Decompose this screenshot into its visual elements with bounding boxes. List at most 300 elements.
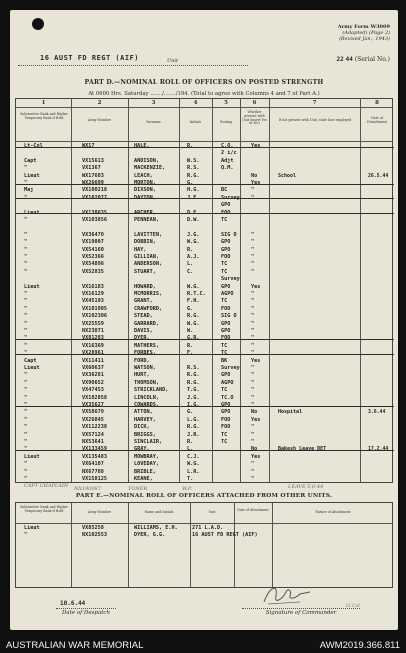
employment-cell: Hospital <box>278 409 303 416</box>
posting-cell: TC <box>221 268 228 275</box>
army-number-cell: VX19007 <box>82 239 104 246</box>
initials-cell: R.S. <box>187 165 200 172</box>
officer-row <box>16 446 394 453</box>
rank-cell: " <box>24 439 28 445</box>
initials-cell: J.R. <box>187 431 200 438</box>
initials-cell: C.J. <box>187 453 200 460</box>
column-header: Date of Detachment <box>367 116 387 124</box>
rank-cell: " <box>24 335 28 342</box>
surname-cell: LINCOLN, <box>134 394 159 401</box>
surname-cell: GARRARD, <box>134 320 159 327</box>
surname-cell: BRIGGS, <box>134 431 156 438</box>
form-revised: (Revised Jan., 1943) <box>338 36 390 42</box>
initials-cell: G. <box>187 180 194 186</box>
column-header: Surname <box>146 120 161 124</box>
commander-rank-stamp: Lt Col <box>346 604 360 609</box>
punch-hole <box>32 18 44 30</box>
surname-cell: STEAD, <box>134 313 153 320</box>
posting-cell: GPO <box>221 402 231 408</box>
serial-value-2: 44 <box>345 56 353 63</box>
strikethrough-line <box>16 406 394 407</box>
initials-cell: W. <box>187 328 194 334</box>
present-cell: " <box>251 261 255 268</box>
rank-cell: " <box>24 350 28 357</box>
present-cell: " <box>251 231 255 238</box>
initials-cell: J.E. <box>187 194 200 201</box>
column-header: If not present with Unit, state how employed <box>278 118 352 122</box>
part-e-title: PART E.—NOMINAL ROLL OF OFFICERS ATTACHED FROM OTHER UNITS. <box>75 493 333 499</box>
column-header: Initials <box>189 120 202 124</box>
attached-officers-table <box>15 502 393 588</box>
rank-cell: " <box>24 424 28 431</box>
surname-cell: FORBES, <box>134 350 156 357</box>
army-number-cell: NX23071 <box>82 328 104 334</box>
officer-row <box>16 439 394 446</box>
strikethrough-line <box>16 213 394 214</box>
strikethrough-line <box>16 450 394 451</box>
officer-row <box>16 395 394 402</box>
name-cell: DYER, G.G. <box>134 532 166 538</box>
initials-cell: H.G. <box>187 187 200 194</box>
serial-label: (Serial No.) <box>354 56 390 63</box>
posting-cell: FOO <box>221 416 231 423</box>
army-number-cell: VX47453 <box>82 387 104 394</box>
army-number-cell: VX25559 <box>82 320 104 327</box>
officers-table <box>15 98 393 483</box>
present-cell: " <box>251 372 255 379</box>
initials-cell: R. <box>187 246 194 253</box>
surname-cell: DYER, <box>134 335 150 342</box>
col-number: 6 <box>252 100 257 106</box>
col-number: 3 <box>151 100 156 106</box>
initials-cell: R. <box>187 143 194 149</box>
officer-row <box>16 158 394 165</box>
rank-cell: " <box>24 268 28 275</box>
archive-caption <box>0 638 406 653</box>
present-cell: " <box>251 431 255 438</box>
officer-row <box>16 461 394 468</box>
detachment-date-cell: 3.6.44 <box>368 410 386 416</box>
surname-cell: HALE, <box>134 143 150 149</box>
initials-cell: W.G. <box>187 283 200 290</box>
initials-cell: W.G. <box>187 239 200 246</box>
present-cell: Yes <box>251 453 261 460</box>
col-number: 5 <box>224 100 228 106</box>
surname-cell: GRANT, <box>134 298 153 305</box>
rank-cell: " <box>24 387 28 394</box>
officer-row <box>16 343 394 350</box>
rank-cell: " <box>24 379 28 386</box>
initials-cell: R.G. <box>187 172 200 179</box>
army-number-cell: NX102553 <box>82 532 107 538</box>
posting-cell: GPO <box>221 246 231 253</box>
officer-row <box>16 417 394 424</box>
surname-cell: THOMSON, <box>134 379 159 386</box>
surname-cell: HURT, <box>134 372 150 379</box>
col-number: 2 <box>97 100 102 106</box>
officer-row <box>16 454 394 461</box>
present-cell: No <box>251 409 258 416</box>
army-number-cell: VX133459 <box>82 446 107 453</box>
surname-cell: ANDISON, <box>134 157 159 164</box>
posting-cell: FOO <box>221 254 231 260</box>
posting-cell: TC.O <box>221 394 234 401</box>
strikethrough-line <box>16 147 394 148</box>
posting-cell: TC <box>221 217 228 223</box>
rank-cell: " <box>24 291 28 297</box>
rank-cell: " <box>24 194 28 201</box>
officer-row <box>16 284 394 291</box>
surname-cell: ATTON, <box>134 409 153 416</box>
army-number-cell: VX57124 <box>82 431 104 438</box>
officer-row <box>16 143 394 150</box>
army-number-cell: VX36470 <box>82 231 104 238</box>
army-number-cell: VX58679 <box>82 409 104 416</box>
initials-cell: W.G. <box>187 461 200 468</box>
present-cell: " <box>251 335 255 342</box>
officer-row <box>16 195 394 202</box>
surname-cell: LEACH, <box>134 172 153 179</box>
officer-row <box>16 247 394 254</box>
rank-cell: " <box>24 328 28 334</box>
army-number-cell: WX17603 <box>82 172 104 179</box>
army-number-cell: VX16183 <box>82 283 104 290</box>
initials-cell: G. <box>187 305 194 312</box>
surname-cell: HARVEY, <box>134 416 156 423</box>
rank-cell: " <box>24 254 28 260</box>
chaplain-number: NX190087 <box>74 486 102 492</box>
surname-cell: BRIBLE, <box>134 468 156 475</box>
rank-cell: " <box>24 446 28 453</box>
present-cell: " <box>251 461 255 468</box>
column-header: Army Number <box>88 510 111 514</box>
posting-cell: Survey <box>221 276 240 283</box>
posting-cell: TC <box>221 431 228 438</box>
surname-cell: SINCLAIR, <box>134 439 163 445</box>
officer-row <box>16 372 394 379</box>
present-cell: " <box>251 298 255 305</box>
col-number: 7 <box>312 100 317 106</box>
rank-cell: " <box>24 180 28 186</box>
officer-row <box>16 328 394 335</box>
name-cell: WILLIAMS, E.H. <box>134 525 178 531</box>
posting-cell: TC <box>221 261 228 268</box>
present-cell: " <box>251 291 255 297</box>
rank-cell: " <box>24 239 28 246</box>
rank-cell: Lieut <box>24 453 40 460</box>
posting-cell: BK <box>221 357 228 364</box>
army-number-cell: WX26699 <box>82 180 104 186</box>
army-number-cell: VX16129 <box>82 291 104 297</box>
initials-cell: R.S. <box>187 365 200 371</box>
army-number-cell: VX90652 <box>82 379 104 386</box>
posting-cell: Q.M. <box>221 165 234 172</box>
surname-cell: STRICKLAND, <box>134 387 169 394</box>
army-number-cell: VX102077 <box>82 194 107 201</box>
initials-cell: I.G. <box>187 402 200 408</box>
rank-cell: " <box>24 476 28 482</box>
present-cell: " <box>251 350 255 357</box>
initials-cell: R. <box>187 342 194 349</box>
officer-row <box>16 358 394 365</box>
army-number-cell: VX26845 <box>82 416 104 423</box>
initials-cell: D.W. <box>187 217 200 223</box>
posting-cell: Adjt <box>221 157 234 164</box>
officer-row <box>16 306 394 313</box>
present-cell: " <box>251 476 255 482</box>
present-cell: " <box>251 239 255 246</box>
posting-cell: GPO <box>221 202 231 209</box>
surname-cell: GRAY, <box>134 446 150 453</box>
army-number-cell: VX64107 <box>82 461 104 468</box>
present-cell: " <box>251 424 255 431</box>
present-cell: " <box>251 328 255 334</box>
army-number-cell: VX1367 <box>82 165 101 172</box>
army-number-cell: VX11411 <box>82 357 104 364</box>
surname-cell: DAVIS, <box>134 328 153 334</box>
army-number-cell: NX67708 <box>82 468 104 475</box>
officer-row <box>16 173 394 180</box>
initials-cell: T.G. <box>187 387 200 394</box>
initials-cell: R.T.C. <box>187 291 206 297</box>
officer-row <box>16 350 394 357</box>
initials-cell: G.R. <box>187 335 200 342</box>
present-cell: " <box>251 365 255 371</box>
surname-cell: DAYTON, <box>134 194 156 201</box>
posting-cell: TC <box>221 387 228 394</box>
officer-row <box>16 165 394 172</box>
army-number-cell: VX54896 <box>82 261 104 268</box>
employment-cell: School <box>278 172 297 179</box>
present-cell: " <box>251 313 255 320</box>
officer-row <box>16 261 394 268</box>
posting-cell: Survey <box>221 365 240 371</box>
present-cell: Yes <box>251 416 261 423</box>
rank-cell: Maj <box>24 187 34 194</box>
present-cell: " <box>251 387 255 394</box>
rank-cell: Lt-Col <box>24 143 43 149</box>
army-number-cell: VX54160 <box>82 246 104 253</box>
officer-row <box>16 210 394 217</box>
officer-row <box>16 202 394 209</box>
surname-cell: HAY, <box>134 246 147 253</box>
column-header: Whether present with Unit (insert Yes or No) <box>241 110 268 126</box>
surname-cell: PENNEAN, <box>134 217 159 223</box>
rank-cell: Capt <box>24 157 37 164</box>
posting-cell: BC <box>221 187 228 194</box>
initials-cell: W.G. <box>187 320 200 327</box>
officer-row <box>16 469 394 476</box>
surname-cell: ANDERSON, <box>134 261 163 268</box>
column-header: Substantive Rank and Higher Temporary Rank if Held <box>20 505 68 513</box>
form-identifier <box>338 24 390 42</box>
rank-cell: Lieut <box>24 365 40 371</box>
officer-row <box>16 224 394 231</box>
despatch-date-value: 10.6.44 <box>60 600 86 607</box>
present-cell: " <box>251 342 255 349</box>
present-cell: " <box>251 402 255 408</box>
army-number-cell: VX28961 <box>82 350 104 357</box>
officer-row <box>16 239 394 246</box>
chaplain-leave: LEAVE 5-6-44 <box>288 484 324 490</box>
officer-row <box>16 321 394 328</box>
present-cell: " <box>251 468 255 475</box>
part-d-subtitle: At 0600 Hrs. Saturday ......./......./194. (Total to agree with Columns 4 and 7 of Part A.) <box>88 91 320 97</box>
initials-cell: F.H. <box>187 298 200 305</box>
rank-cell: Lieut <box>24 209 40 216</box>
posting-cell: GPO <box>221 320 231 327</box>
surname-cell: DOBBIN, <box>134 239 156 246</box>
army-number-cell: VX101905 <box>82 305 107 312</box>
posting-cell: AGPO <box>221 379 234 386</box>
attached-row <box>16 532 394 539</box>
rank-cell: " <box>24 416 28 423</box>
col-number: 8 <box>375 100 379 106</box>
initials-cell: C. <box>187 268 194 275</box>
present-cell: " <box>251 394 255 401</box>
serial-value: 22 <box>336 56 344 63</box>
officer-row <box>16 313 394 320</box>
initials-cell: J.G. <box>187 394 200 401</box>
unit-label: Unit <box>167 58 179 64</box>
rank-cell: " <box>24 231 28 238</box>
present-cell: " <box>251 254 255 260</box>
rank-cell: " <box>24 532 28 538</box>
army-number-cell: VX112238 <box>82 424 107 431</box>
army-number-cell: VX36281 <box>82 372 104 379</box>
surname-cell: ARCHER, <box>134 209 156 216</box>
surname-cell: HOWARD, <box>134 283 156 290</box>
present-cell: " <box>251 194 255 201</box>
strikethrough-line <box>16 198 394 199</box>
initials-cell: F. <box>187 350 194 357</box>
rank-cell: " <box>24 342 28 349</box>
rank-cell: Lieut <box>24 283 40 290</box>
posting-cell: TC <box>221 350 228 357</box>
surname-cell: KEANE, <box>134 476 153 482</box>
initials-cell: T. <box>187 476 194 482</box>
officer-row <box>16 298 394 305</box>
rank-cell: " <box>24 372 28 379</box>
strikethrough-line <box>16 354 394 355</box>
army-number-cell: VX138635 <box>82 209 107 216</box>
initials-cell: A.J. <box>187 254 200 260</box>
officer-row <box>16 365 394 372</box>
present-cell: Yes <box>251 283 261 290</box>
army-number-cell: VX158125 <box>82 476 107 482</box>
army-number-cell: VX135483 <box>82 453 107 460</box>
officer-row <box>16 232 394 239</box>
posting-cell: SIG O <box>221 231 237 238</box>
rank-cell: " <box>24 246 28 253</box>
initials-cell: L.R. <box>187 468 200 475</box>
initials-cell: R.G. <box>187 372 200 379</box>
surname-cell: MORTON, <box>134 180 156 186</box>
rank-cell: " <box>24 320 28 327</box>
posting-cell: TC <box>221 439 228 445</box>
rank-cell: " <box>24 394 28 401</box>
surname-cell: MCMORRIS, <box>134 291 163 297</box>
chaplain-surname: TONER <box>128 486 148 492</box>
posting-cell: GPO <box>221 409 231 416</box>
rank-cell: " <box>24 261 28 268</box>
present-cell: " <box>251 246 255 253</box>
present-cell: " <box>251 320 255 327</box>
column-header: Name and Initials <box>144 510 174 514</box>
signature-label: Signature of Commander <box>242 608 360 616</box>
surname-cell: CRAWFORD, <box>134 305 163 312</box>
rank-cell: " <box>24 217 28 223</box>
initials-cell: R.G. <box>187 424 200 431</box>
initials-cell: W.S. <box>187 157 200 164</box>
army-number-cell: VX35627 <box>82 402 104 408</box>
initials-cell: G. <box>187 409 194 416</box>
officer-row <box>16 187 394 194</box>
strikethrough-line <box>16 184 394 185</box>
posting-cell: C.O. <box>221 143 234 149</box>
surname-cell: DICK, <box>134 424 150 431</box>
army-number-cell: VX102858 <box>82 394 107 401</box>
column-header: Army Number <box>88 118 111 122</box>
rank-cell: " <box>24 305 28 312</box>
present-cell: Yes <box>251 143 261 149</box>
officer-row <box>16 150 394 157</box>
surname-cell: FORD, <box>134 357 150 364</box>
column-header: Posting <box>220 120 232 124</box>
initials-cell: L.G. <box>187 416 200 423</box>
officer-row <box>16 409 394 416</box>
form-adapted: (Adapted) (Page 2) <box>342 30 390 36</box>
initials-cell: J.G. <box>187 231 200 238</box>
officer-row <box>16 387 394 394</box>
army-number-cell: VX102306 <box>82 313 107 320</box>
army-number-cell: VX16369 <box>82 342 104 349</box>
rank-cell: " <box>24 468 28 475</box>
posting-cell: FOO <box>221 335 231 342</box>
army-number-cell: VX15613 <box>82 157 104 164</box>
unit-value: 16 AUST FD REGT (AIF) <box>40 54 140 62</box>
column-header: Nature of Attachment <box>315 510 351 514</box>
rank-cell: " <box>24 298 28 305</box>
rank-cell: " <box>24 461 28 468</box>
present-cell: No <box>251 172 258 179</box>
rank-cell: Lieut <box>24 525 40 531</box>
surname-cell: DIXSON, <box>134 187 156 194</box>
present-cell: No <box>251 446 258 453</box>
serial-number <box>336 56 390 63</box>
rank-cell: " <box>24 165 28 172</box>
army-number-cell: VX81283 <box>82 335 104 342</box>
posting-cell: GPO <box>221 283 231 290</box>
initials-cell: L. <box>187 446 194 453</box>
chaplain-rank: CAPT CHAPLAIN <box>24 483 69 489</box>
archive-reference: AWM2019.366.811 <box>319 640 400 651</box>
col-number: 1 <box>41 100 46 106</box>
posting-cell: FOO <box>221 305 231 312</box>
rank-cell: " <box>24 409 28 416</box>
army-number-cell: WX17 <box>82 143 95 149</box>
initials-cell: D.E. <box>187 209 200 216</box>
officer-row <box>16 291 394 298</box>
archive-name: AUSTRALIAN WAR MEMORIAL <box>6 640 144 651</box>
rank-cell: " <box>24 431 28 438</box>
unit-cell: 16 AUST FD REGT (AIF) <box>192 532 258 538</box>
employment-cell: Bakesh Leave DET <box>278 446 327 453</box>
initials-cell: L. <box>187 261 194 268</box>
initials-cell: R.G. <box>187 313 200 320</box>
officer-row <box>16 380 394 387</box>
posting-cell: SIG O <box>221 313 237 320</box>
